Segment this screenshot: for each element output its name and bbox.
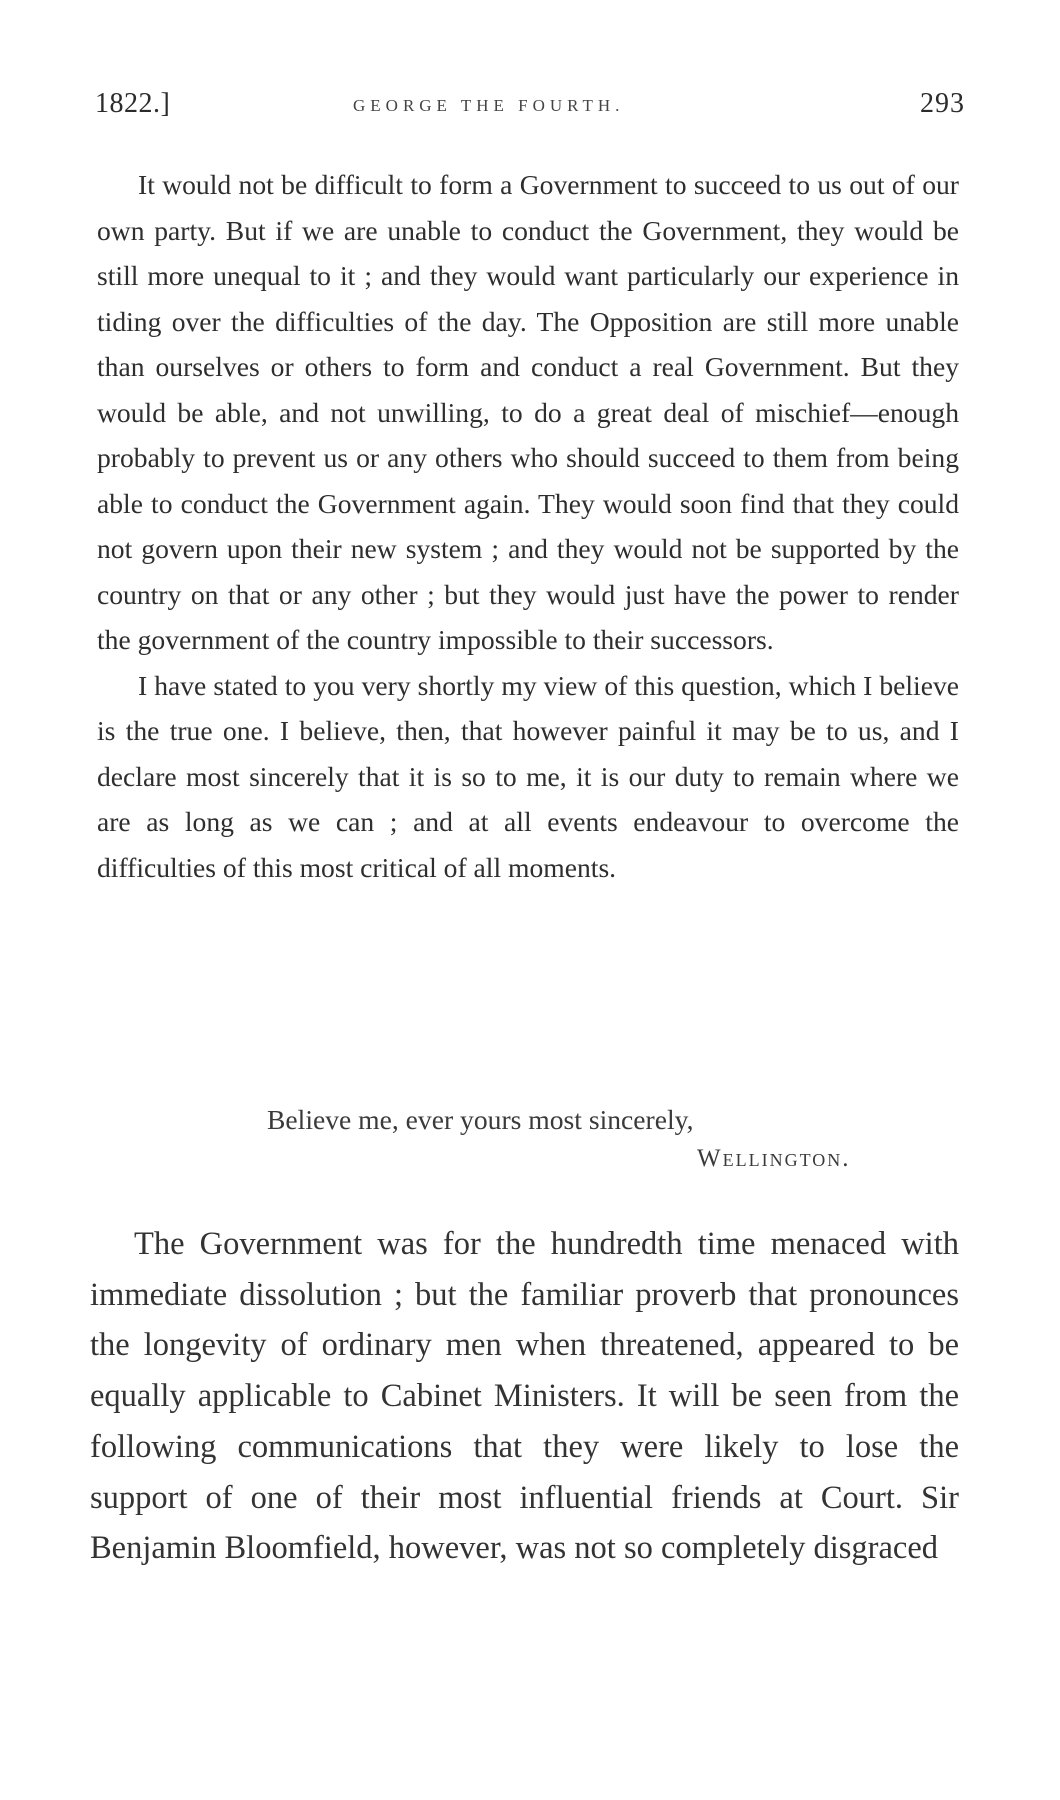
letter-closing: Believe me, ever yours most sincerely, [267,1104,694,1135]
header-year: 1822.] [95,88,171,119]
narrative-paragraph: The Government was for the hundredth time menaced with immediate dissolution ; but the familiar proverb that pronounces the longevity of ordinary men when threatened, appeared to be equally applicable to Cabinet Ministers. It will be seen from the following communications that they were likely to lose the support of one of their most influential friends at Court. Sir Benjamin Bloomfield, however, was not so completely disgraced [90,1226,959,1567]
letter-signature: Wellington. [697,1145,851,1172]
letter-paragraph: It would not be difficult to form a Government to succeed to us out of our own party. But if we are unable to conduct the Government, they would be still more unequal to it ; and they would want particularly our experience in tiding over the difficulties of the day. The Opposition are still more unable than ourselves or others to form and conduct a real Government. But they would be able, and not unwilling, to do a great deal of mischief—enough probably to prevent us or any others who should succeed to them from being able to conduct the Government again. They would soon find that they could not govern upon their new system ; and they would not be supported by the country on that or any other ; but they would just have the power to render the government of the country impossible to their successors. [97,169,959,655]
letter-body [97,162,959,890]
letter-paragraph: I have stated to you very shortly my view of this question, which I believe is the true one. I believe, then, that however painful it may be to us, and I declare most sincerely that it is so to me, it is our duty to remain where we are as long as we can ; and at all events endeavour to overcome the difficulties of this most critical of all moments. [97,669,959,883]
header-title: GEORGE THE FOURTH. [353,96,625,115]
narrative-text [90,1219,959,1574]
running-header [95,88,965,128]
page-number: 293 [920,88,965,119]
